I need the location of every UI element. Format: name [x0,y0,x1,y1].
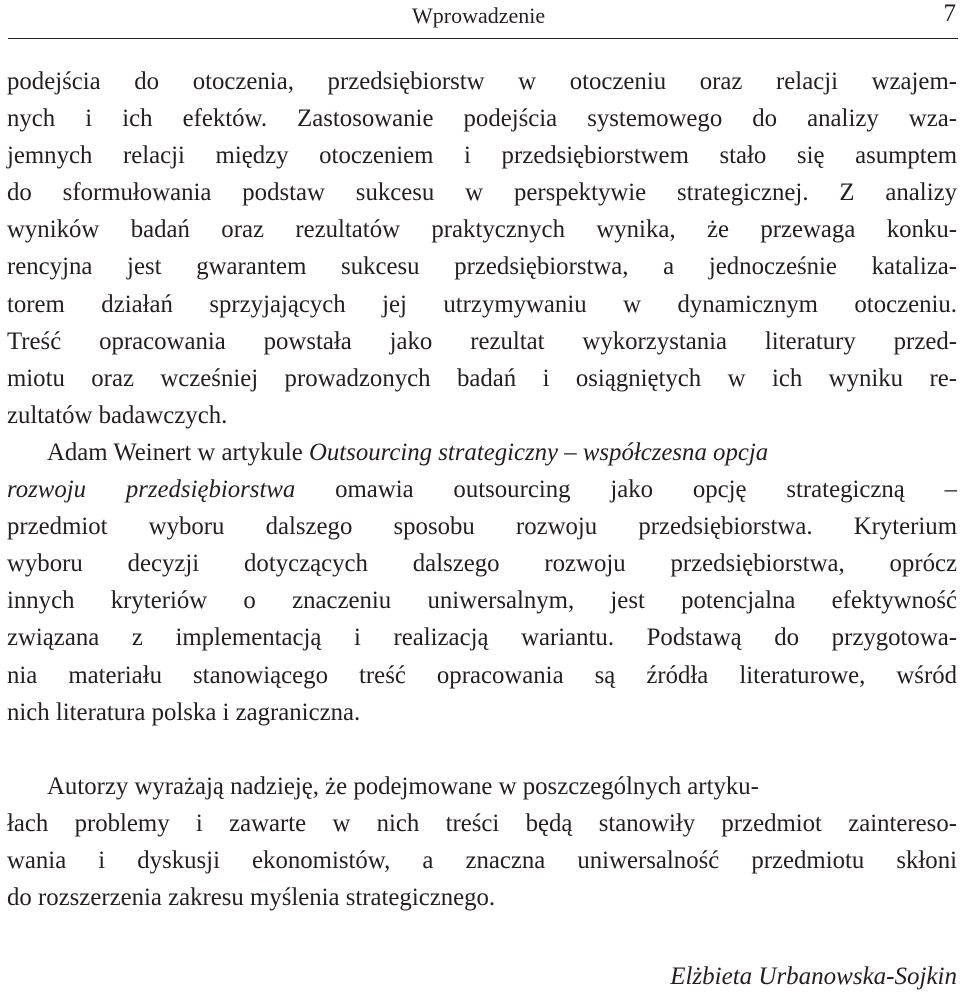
text-line: wyników badań oraz rezultatów praktycznych wynika, że przewaga konku- [7,216,957,244]
running-head-title: Wprowadzenie [412,3,546,28]
text-line: miotu oraz wcześniej prowadzonych badań i osiągniętych w ich wyniku re- [7,364,957,392]
text-line: wyboru decyzji dotyczących dalszego rozwoju przedsiębiorstwa, oprócz [7,550,957,578]
text-line: do rozszerzenia zakresu myślenia strategicznego. [7,884,496,912]
text-line: przedmiot wyboru dalszego sposobu rozwoju przedsiębiorstwa. Kryterium [7,513,957,541]
text-line: podejścia do otoczenia, przedsiębiorstw w otoczeniu oraz relacji wzajem- [7,68,957,95]
page-number: 7 [943,0,956,27]
text-line: torem działań sprzyjających jej utrzymywaniu w dynamicznym otoczeniu. [7,290,957,318]
text-line [7,434,957,471]
text-line: nich literatura polska i zagraniczna. [7,698,361,726]
text-line: zultatów badawczych. [7,401,228,429]
author-signature: Elżbieta Urbanowska-Sojkin [670,963,957,990]
text-line: nia materiału stanowiącego treść opracowania są źródła literaturowe, wśród [7,661,957,689]
text-line: rencyjna jest gwarantem sukcesu przedsiębiorstwa, a jednocześnie kataliza- [7,253,957,281]
paragraph-3 [7,768,957,916]
paragraph-2 [7,434,957,731]
text-line: wania i dyskusji ekonomistów, a znaczna uniwersalność przedmiotu skłoni [7,846,957,874]
text-line: jemnych relacji między otoczeniem i przedsiębiorstwem stało się asumptem [7,142,957,170]
text-line: innych kryteriów o znaczeniu uniwersalnym, jest potencjalna efektywność [7,587,957,615]
text-line: do sformułowania podstaw sukcesu w perspektywie strategicznej. Z analizy [7,179,957,207]
article-title-part-2: rozwoju przedsiębiorstwa [7,476,296,504]
paragraph-1 [7,63,957,434]
text-line: łach problemy i zawarte w nich treści będą stanowiły przedmiot zaintereso- [7,809,957,837]
article-title-part-1: Outsourcing strategiczny – współczesna opcja [308,438,769,466]
text-line: związana z implementacją i realizacją wariantu. Podstawą do przygotowa- [7,624,957,652]
text-fragment: omawia outsourcing jako opcję strategiczną – [295,476,957,504]
text-line [7,471,957,508]
text-line: nych i ich efektów. Zastosowanie podejścia systemowego do analizy wza- [7,105,957,133]
text-line: Treść opracowania powstała jako rezultat wykorzystania literatury przed- [7,327,957,355]
running-header [8,0,958,39]
paragraph-gap [7,731,957,768]
text-fragment: Adam Weinert w artykule [47,438,309,466]
introduction-text [7,63,957,916]
text-line: Autorzy wyrażają nadzieję, że podejmowane w poszczególnych artyku- [47,772,759,800]
